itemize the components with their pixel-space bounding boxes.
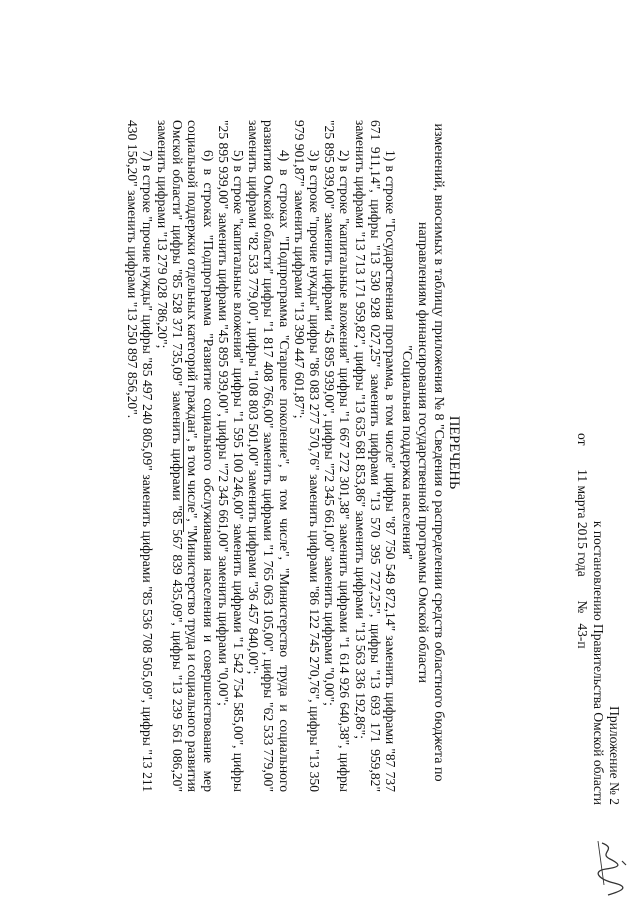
resolution-date: от 11 марта 2015 года № 43-п — [575, 433, 590, 649]
appendix-header — [574, 425, 622, 805]
change-item-2: 2) в строке "капитальные вложения" цифры "1 667 272 301,38" заменить цифрами "1 614 926 640,38", цифры "25 895 939,00" заменить цифрами "45 895 939,00", цифры "72 345 661,00" заменить цифрами "0,00"; — [322, 120, 353, 792]
resolution-reference: к постановлению Правительства Омской области — [591, 520, 606, 805]
change-item-1: 1) в строке "Государственная программа, в том числе" цифры "87 750 549 872,14" заменить цифрами "87 737 671 911,14", цифры "13 530 928 027,25" заменить цифрами "13 570 395 727,25", цифры "13 693 171 959,82" заменить цифрами "13 713 171 959,82", цифры "13 635 681 853,86" заменить цифрами "13 563 336 192,86"; — [352, 120, 398, 792]
change-item-5: 5) в строке "капитальные вложения" цифры "1 595 100 246,00" заменить цифрами "1 542 754 585,00", цифры "25 895 939,00" заменить цифрами "45 895 939,00", цифры "72 345 661,00" заменить цифрами "0,00"; — [215, 120, 246, 792]
title-line-2: направлениям финансирования государственной программы Омской области — [415, 221, 430, 684]
changes-list — [124, 120, 398, 792]
title-line-3: "Социальная поддержка населения" — [399, 345, 414, 560]
change-item-3: 3) в строке "прочие нужды" цифры "86 083 277 570,76" заменить цифрами "86 122 745 270,76", цифры "13 350 979 901,87" заменить цифрами "13 390 447 601,87"; — [291, 120, 322, 792]
signature-icon — [592, 839, 628, 899]
document-title — [398, 50, 462, 855]
appendix-number: Приложение № 2 — [607, 706, 622, 805]
change-item-7: 7) в строке "прочие нужды" цифры "85 497 240 805,09" заменить цифрами "85 536 708 505,09", цифры "13 211 430 156,20" заменить цифрами "13 250 897 856,20". — [124, 120, 155, 792]
change-item-6: 6) в строках "Подпрограмма "Развитие социального обслуживания населения и совершенствование мер социальной поддержки отдельных категорий граждан", в том числе", "Министерство труда и социального развития Омской области" цифры "85 528 371 735,09" заменить цифрами "85 567 839 435,09", цифры "13 239 561 086,20" заменить цифрами "13 279 028 786,20"; — [154, 120, 216, 792]
title-heading: ПЕРЕЧЕНЬ — [446, 415, 462, 490]
change-item-4: 4) в строках "Подпрограмма "Старшее поколение", в том числе", "Министерство труда и социального развития Омской области" цифры "1 817 408 766,00" заменить цифрами "1 765 063 105,00", цифры "62 533 779,00" заменить цифрами "82 533 779,00", цифры "108 803 501,00" заменить цифрами "36 457 840,00"; — [246, 120, 292, 792]
closing-line — [183, 422, 184, 532]
title-line-1: изменений, вносимых в таблицу приложения № 8 "Сведения о распределении средств областного бюджета по — [431, 123, 446, 782]
handwritten-signature — [587, 839, 628, 899]
